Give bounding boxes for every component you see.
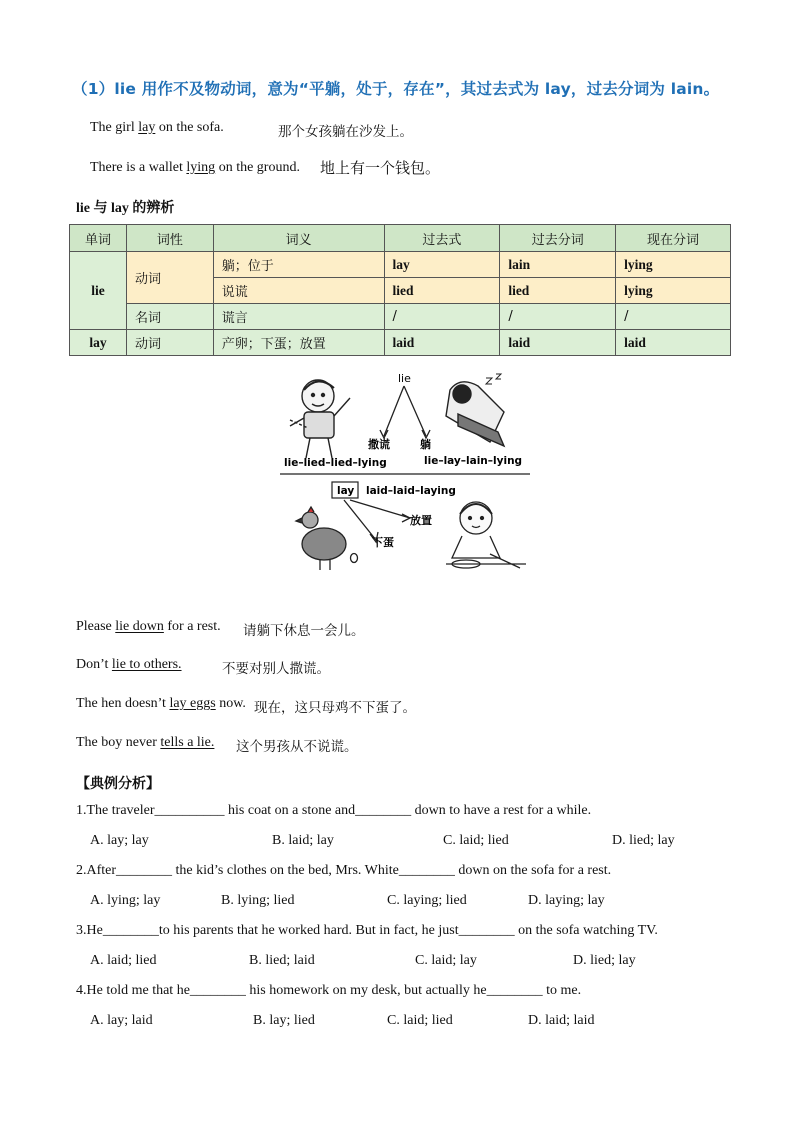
diagram-label: 下蛋 [372,536,394,549]
option-c[interactable]: C. laid; lied [443,833,509,848]
lie-lay-illustration [280,368,540,580]
example-translation: 地上有一个钱包。 [320,159,441,177]
example-translation: 不要对别人撒谎。 [222,661,330,677]
example-sentence [76,619,221,635]
diagram-label: 放置 [410,514,432,527]
past-cell: / [384,304,500,330]
option-c[interactable]: C. laid; lied [387,1013,453,1028]
section-heading: （1）lie 用作不及物动词，意为“平躺，处于，存在”，其过去式为 lay，过去分词为 lain。 [72,80,720,98]
option-a[interactable]: A. lay; laid [90,1013,153,1028]
example-translation: 请躺下休息一会儿。 [243,623,365,639]
sentence-text: The girl [90,120,139,135]
question-3: 3.He________to his parents that he worked hard. But in fact, he just________ on the sofa watching TV. [76,923,658,938]
example-sentence [90,160,300,176]
example-sentence [76,696,246,712]
underlined-word: lying [186,160,216,175]
sentence-text: There is a wallet [90,160,187,175]
ing-cell: lying [616,252,731,278]
example-translation: 那个女孩躺在沙发上。 [278,124,413,140]
question-2: 2.After________ the kid’s clothes on the bed, Mrs. White________ down on the sofa for a rest. [76,863,612,878]
table-title: lie 与 lay 的辨析 [76,201,175,216]
underlined-word: tells a lie. [160,735,215,750]
example-translation: 现在，这只母鸡不下蛋了。 [254,700,416,716]
question-4: 4.He told me that he________ his homework on my desk, but actually he________ to me. [76,983,582,998]
bed-figure [446,374,504,446]
ing-cell: laid [616,330,731,356]
diagram-label: lie [398,372,411,385]
option-d[interactable]: D. laid; laid [528,1013,595,1028]
option-a[interactable]: A. lying; lay [90,893,161,908]
sentence-text: on the sofa. [155,120,224,135]
girl-figure [446,502,526,568]
pp-cell: lain [500,252,616,278]
ing-cell: / [616,304,731,330]
underlined-word: lay eggs [169,696,216,711]
header-cell: 单词 [70,225,127,252]
sentence-text: Please [76,619,116,634]
header-cell: 过去分词 [500,225,616,252]
question-1: 1.The traveler__________ his coat on a stone and________ down to have a rest for a while. [76,803,592,818]
option-b[interactable]: B. laid; lay [272,833,334,848]
diagram-label: laid–laid–laying [366,485,456,497]
example-translation: 这个男孩从不说谎。 [236,739,358,755]
table-row [70,330,731,356]
table-row [70,252,731,278]
past-cell: lay [384,252,500,278]
header-cell: 词义 [213,225,384,252]
lie-lay-table [69,224,731,356]
option-a[interactable]: A. laid; lied [90,953,157,968]
diagram-label: lay [337,485,355,497]
option-c[interactable]: C. laying; lied [387,893,467,908]
sentence-text: The boy never [76,735,161,750]
example-sentence [76,657,182,673]
header-cell: 词性 [126,225,213,252]
hen-figure [296,507,358,570]
example-sentence [90,120,224,136]
option-d[interactable]: D. lied; lay [573,953,636,968]
sentence-text: now. [215,696,246,711]
diagram-label: 躺 [420,438,431,451]
underlined-word: lay [138,120,156,135]
header-cell: 过去式 [384,225,500,252]
pos-cell: 动词 [126,330,213,356]
option-b[interactable]: B. lied; laid [249,953,315,968]
meaning-cell: 谎言 [213,304,384,330]
pp-cell: lied [500,278,616,304]
example-section-title: 【典例分析】 [76,776,160,792]
past-cell: lied [384,278,500,304]
diagram-label: 撒谎 [368,438,390,451]
option-b[interactable]: B. lay; lied [253,1013,315,1028]
underlined-word: lie to others. [111,657,182,672]
diagram-label: lie–lay–lain–lying [424,455,523,467]
header-cell: 现在分词 [616,225,731,252]
sentence-text: The hen doesn’t [76,696,170,711]
option-d[interactable]: D. lied; lay [612,833,675,848]
table-header-row [70,225,731,252]
word-cell: lay [70,330,127,356]
meaning-cell: 说谎 [213,278,384,304]
pos-cell: 名词 [126,304,213,330]
boy-figure [290,380,350,458]
word-cell: lie [70,252,127,330]
option-a[interactable]: A. lay; lay [90,833,149,848]
option-b[interactable]: B. lying; lied [221,893,295,908]
past-cell: laid [384,330,500,356]
meaning-cell: 躺；位于 [213,252,384,278]
pp-cell: laid [500,330,616,356]
sentence-text: on the ground. [215,160,300,175]
option-c[interactable]: C. laid; lay [415,953,477,968]
example-sentence [76,735,214,751]
meaning-cell: 产卵；下蛋；放置 [213,330,384,356]
option-d[interactable]: D. laying; lay [528,893,605,908]
pp-cell: / [500,304,616,330]
table-row [70,304,731,330]
pos-cell: 动词 [126,252,213,304]
sentence-text: Don’t [76,657,112,672]
ing-cell: lying [616,278,731,304]
sentence-text: for a rest. [163,619,221,634]
diagram-label: lie–lied–lied–lying [284,457,387,469]
underlined-word: lie down [115,619,164,634]
